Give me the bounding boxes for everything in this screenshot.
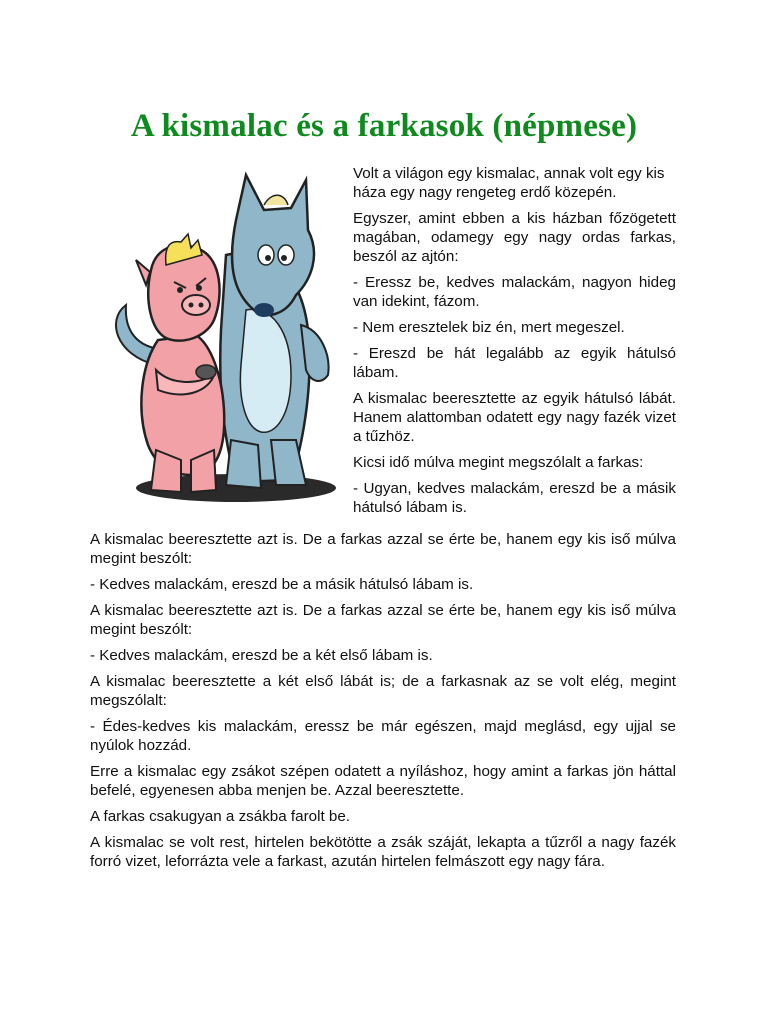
paragraph: Egyszer, amint ebben a kis házban főzögetett magában, odamegy egy nagy ordas farkas, beszól az ajtón: — [353, 210, 676, 265]
paragraph: - Kedves malackám, ereszd be a két első lábam is. — [90, 647, 433, 664]
paragraph: A kismalac beeresztette az egyik hátulsó lábát. Hanem alattomban odatett egy nagy fazék vizet a tűzhöz. — [353, 390, 676, 445]
paragraph: A kismalac se volt rest, hirtelen bekötötte a zsák száját, lekapta a tűzről a nagy fazék forró vizet, leforrázta vele a farkast, azután hirtelen felmászott egy nagy fára. — [90, 834, 676, 870]
paragraph: Erre a kismalac egy zsákot szépen odatett a nyíláshoz, hogy amint a farkas jön háttal befelé, egyenesen abba menjen be. Azzal beeresztette. — [90, 763, 676, 799]
paragraph: - Édes-kedves kis malackám, eressz be már egészen, majd meglásd, egy ujjal se nyúlok hozzád. — [90, 718, 676, 754]
paragraph: A kismalac beeresztette azt is. De a farkas azzal se érte be, hanem egy kis iső múlva megint beszólt: — [90, 602, 676, 638]
paragraph: - Nem eresztelek biz én, mert megeszel. — [353, 319, 625, 336]
paragraph: A kismalac beeresztette azt is. De a farkas azzal se érte be, hanem egy kis iső múlva megint beszólt: — [90, 531, 676, 567]
paragraph: - Eressz be, kedves malackám, nagyon hideg van idekint, fázom. — [353, 274, 676, 310]
full-width-text — [90, 530, 676, 878]
side-text-column — [353, 164, 676, 524]
paragraph: A kismalac beeresztette a két első lábát is; de a farkasnak az se volt elég, megint megszólalt: — [90, 673, 676, 709]
paragraph: - Ugyan, kedves malackám, ereszd be a másik hátulsó lábam is. — [353, 480, 676, 516]
paragraph: Kicsi idő múlva megint megszólalt a farkas: — [353, 454, 644, 471]
paragraph: - Ereszd be hát legalább az egyik hátulsó lábam. — [353, 345, 676, 381]
paragraph: - Kedves malackám, ereszd be a másik hátulsó lábam is. — [90, 576, 474, 593]
paragraph: A farkas csakugyan a zsákba farolt be. — [90, 808, 351, 825]
story-title: A kismalac és a farkasok (népmese) — [130, 108, 638, 144]
paragraph: Volt a világon egy kismalac, annak volt egy kis háza egy nagy rengeteg erdő közepén. — [353, 165, 665, 201]
pig-and-wolf-illustration — [96, 160, 346, 510]
